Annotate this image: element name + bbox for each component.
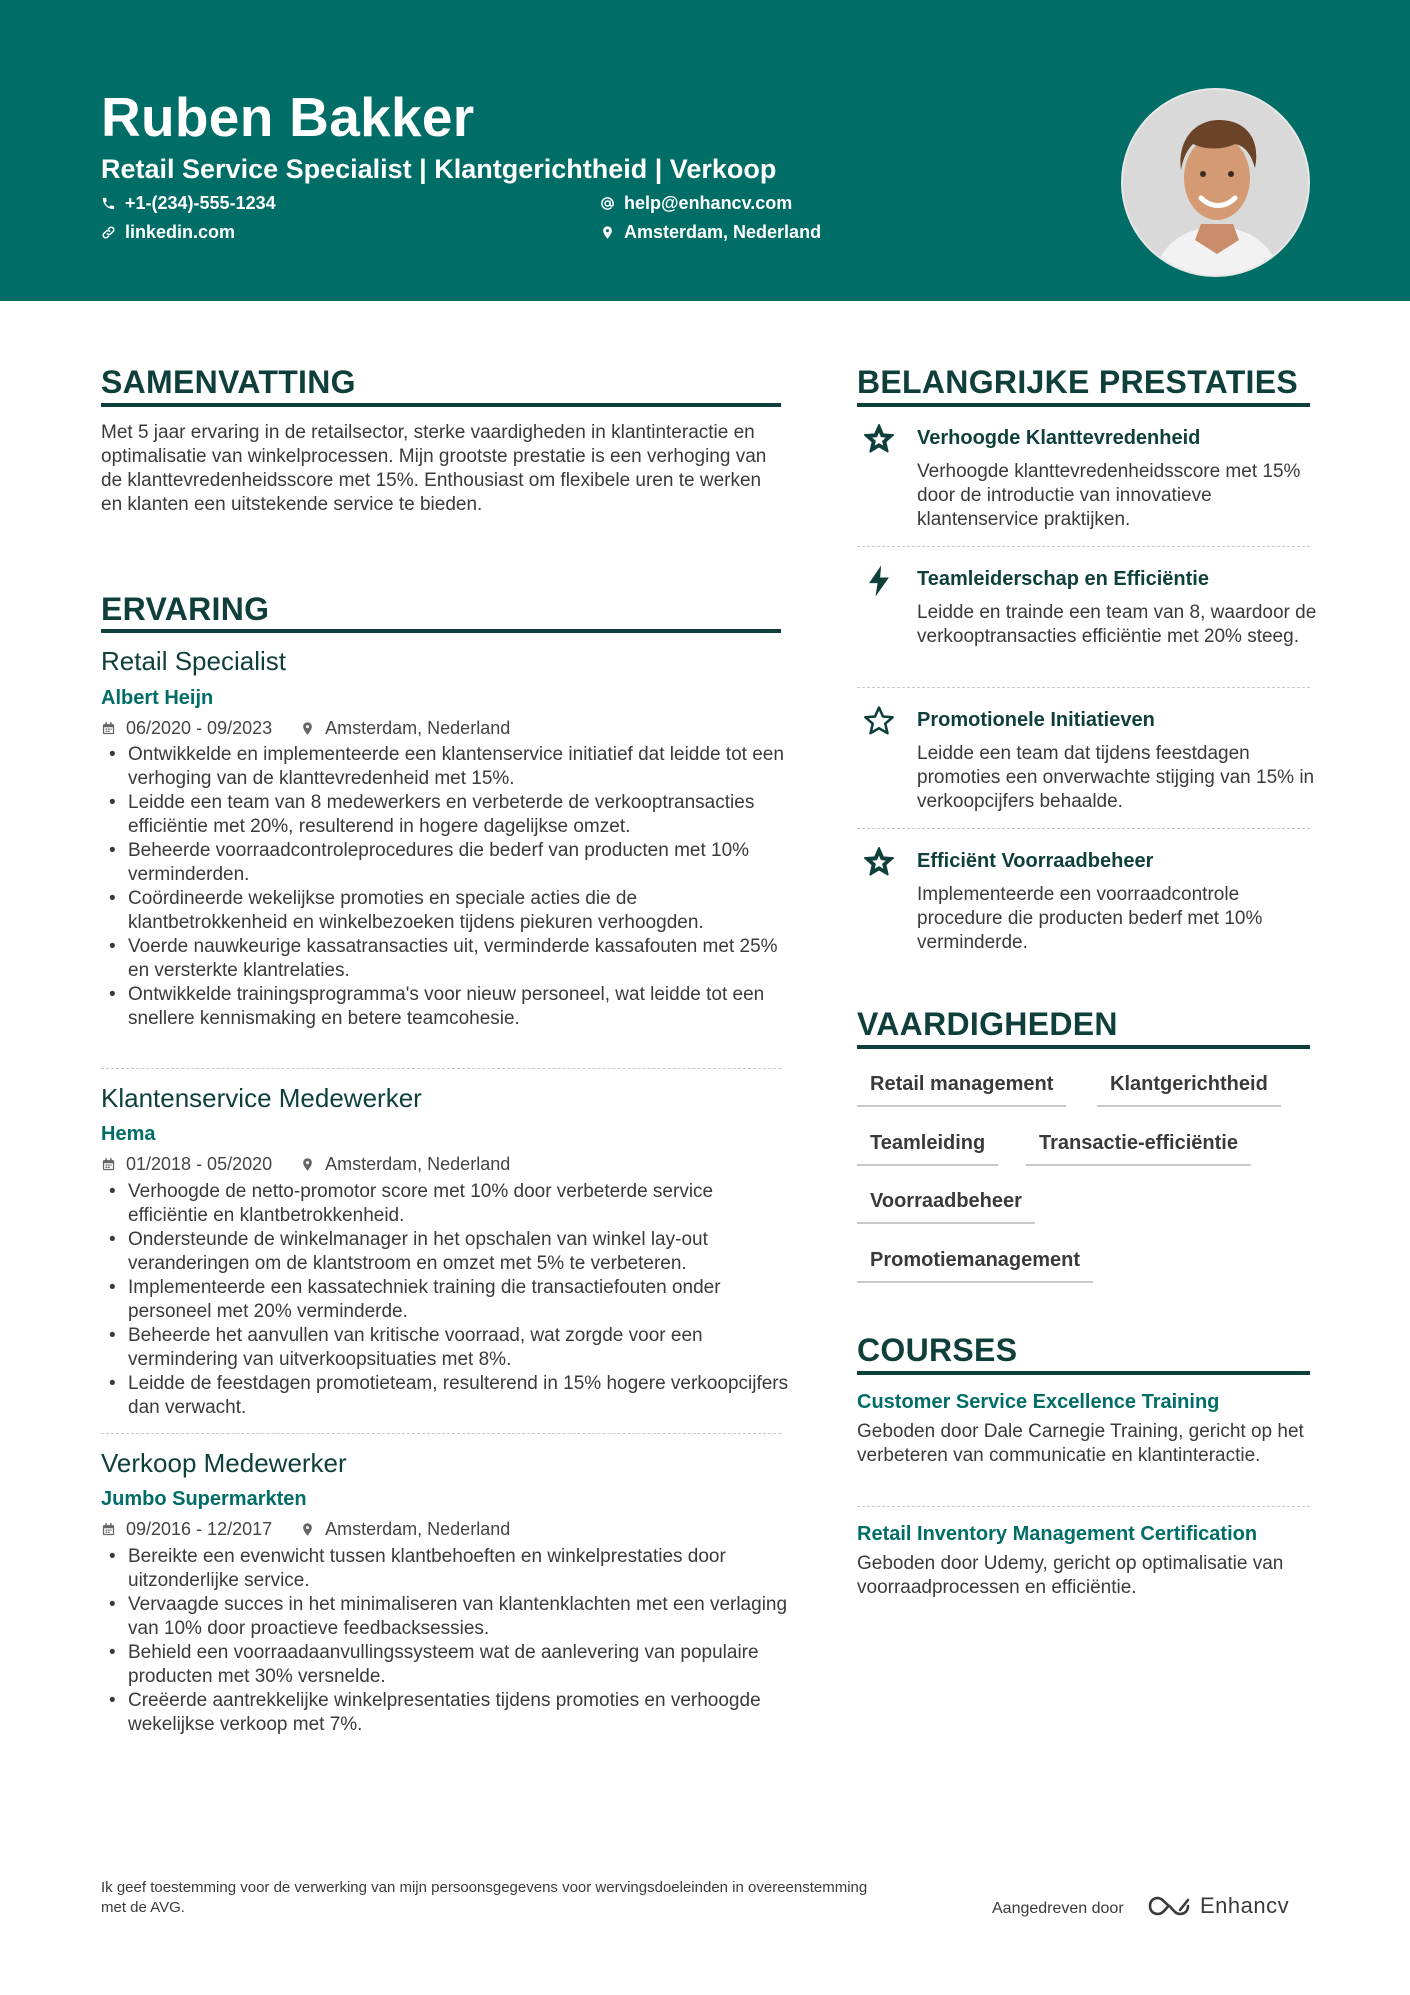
location-text: Amsterdam, Nederland bbox=[624, 222, 822, 242]
achievement-title: Promotionele Initiatieven bbox=[917, 709, 1155, 731]
contact-location bbox=[600, 220, 821, 244]
skill-tag: Transactie-efficiëntie bbox=[1026, 1130, 1251, 1166]
section-divider bbox=[857, 1045, 1310, 1049]
job-location: Amsterdam, Nederland bbox=[325, 1154, 511, 1174]
skills-section-title: VAARDIGHEDEN bbox=[857, 1006, 1118, 1042]
phone-text: +1-(234)-555-1234 bbox=[125, 193, 276, 213]
job-title: Retail Specialist bbox=[101, 646, 286, 676]
course-title: Customer Service Excellence Training bbox=[857, 1391, 1220, 1413]
section-divider bbox=[857, 403, 1310, 407]
list-item: • Verhoogde de netto-promotor score met 10% door verbeterde service efficiëntie en klantbetrokkenheid. bbox=[101, 1180, 791, 1228]
achievement-title: Efficiënt Voorraadbeheer bbox=[917, 850, 1154, 872]
course-title: Retail Inventory Management Certification bbox=[857, 1523, 1258, 1545]
list-item: • Beheerde het aanvullen van kritische voorraad, wat zorgde voor een vermindering van uitverkoopsituaties met 8%. bbox=[101, 1324, 791, 1372]
powered-by-label: Aangedreven door bbox=[992, 1900, 1124, 1917]
star-outline-icon bbox=[862, 704, 896, 738]
location-pin-icon bbox=[300, 1522, 315, 1537]
summary-text: Met 5 jaar ervaring in de retailsector, sterke vaardigheden in klantinteractie en optimalisatie van winkelprocessen. Mijn grootste prestatie is een verhoging van de klanttevredenheidsscore met 15%. Enthousiast om flexibele uren te werken en klanten een uitstekende service te bieden. bbox=[101, 422, 767, 515]
list-item: • Ontwikkelde trainingsprogramma's voor nieuw personeel, wat leidde tot een snellere kennismaking en betere teamcohesie. bbox=[101, 983, 791, 1031]
location-pin-icon bbox=[600, 225, 615, 240]
dashed-divider bbox=[857, 828, 1310, 829]
brand-name: Enhancv bbox=[1200, 1893, 1290, 1918]
candidate-headline: Retail Service Specialist | Klantgerichtheid | Verkoop bbox=[101, 154, 777, 184]
lightning-icon bbox=[862, 564, 896, 598]
course-description: Geboden door Udemy, gericht op optimalisatie van voorraadprocessen en efficiëntie. bbox=[857, 1553, 1284, 1598]
avatar bbox=[1121, 88, 1310, 277]
achievement-description: Verhoogde klanttevredenheidsscore met 15% door de introductie van innovatieve klantenservice praktijken. bbox=[917, 461, 1301, 530]
dashed-divider bbox=[857, 546, 1310, 547]
job-company: Hema bbox=[101, 1123, 156, 1145]
job-bullets bbox=[101, 1180, 791, 1420]
list-item: • Bereikte een evenwicht tussen klantbehoeften en winkelprestaties door uitzonderlijke service. bbox=[101, 1545, 791, 1593]
job-company: Jumbo Supermarkten bbox=[101, 1488, 307, 1510]
at-icon bbox=[600, 196, 615, 211]
section-divider bbox=[857, 1371, 1310, 1375]
resume-header bbox=[0, 0, 1410, 301]
dashed-divider bbox=[101, 1068, 781, 1069]
calendar-icon bbox=[101, 1522, 116, 1537]
course-description: Geboden door Dale Carnegie Training, gericht op het verbeteren van communicatie en klantinteractie. bbox=[857, 1421, 1304, 1466]
achievement-title: Verhoogde Klanttevredenheid bbox=[917, 427, 1201, 449]
link-icon bbox=[101, 225, 116, 240]
list-item: • Implementeerde een kassatechniek training die transactiefouten onder personeel met 20% verminderde. bbox=[101, 1276, 791, 1324]
achievement-description: Leidde een team dat tijdens feestdagen promoties een onverwachte stijging van 15% in verkoopcijfers behaalde. bbox=[917, 743, 1315, 812]
job-bullets bbox=[101, 743, 791, 1031]
job-meta bbox=[101, 1152, 510, 1176]
list-item: • Ontwikkelde en implementeerde een klantenservice initiatief dat leidde tot een verhoging van de klanttevredenheid met 15%. bbox=[101, 743, 791, 791]
consent-note: Ik geef toestemming voor de verwerking van mijn persoonsgegevens voor wervingsdoeleinden in overeenstemming met de AVG. bbox=[101, 1879, 868, 1916]
list-item: • Behield een voorraadaanvullingssysteem wat de aanlevering van populaire producten met 30% versnelde. bbox=[101, 1641, 791, 1689]
job-location: Amsterdam, Nederland bbox=[325, 1519, 511, 1539]
list-item: • Vervaagde succes in het minimaliseren van klantenklachten met een verlaging van 10% door proactieve feedbacksessies. bbox=[101, 1593, 791, 1641]
section-divider bbox=[101, 403, 781, 407]
skill-tag: Teamleiding bbox=[857, 1130, 998, 1166]
candidate-name: Ruben Bakker bbox=[101, 86, 475, 148]
dashed-divider bbox=[857, 687, 1310, 688]
phone-icon bbox=[101, 196, 116, 211]
job-meta bbox=[101, 1517, 510, 1541]
job-location: Amsterdam, Nederland bbox=[325, 718, 511, 738]
list-item: • Leidde de feestdagen promotieteam, resulterend in 15% hogere verkoopcijfers dan verwacht. bbox=[101, 1372, 791, 1420]
job-title: Verkoop Medewerker bbox=[101, 1448, 347, 1478]
skill-tag: Promotiemanagement bbox=[857, 1247, 1093, 1283]
skill-tag: Voorraadbeheer bbox=[857, 1188, 1035, 1224]
location-pin-icon bbox=[300, 721, 315, 736]
skill-tag: Klantgerichtheid bbox=[1097, 1071, 1281, 1107]
email-text: help@enhancv.com bbox=[624, 193, 793, 213]
brand-logo[interactable] bbox=[1146, 1893, 1289, 1919]
linkedin-text: linkedin.com bbox=[125, 222, 236, 242]
star-filled-icon bbox=[862, 845, 896, 879]
experience-section-title: ERVARING bbox=[101, 591, 270, 627]
list-item: • Voerde nauwkeurige kassatransacties uit, verminderde kassafouten met 25% en versterkte klantrelaties. bbox=[101, 935, 791, 983]
courses-section-title: COURSES bbox=[857, 1332, 1018, 1368]
achievements-section-title: BELANGRIJKE PRESTATIES bbox=[857, 364, 1299, 400]
contact-phone[interactable] bbox=[101, 191, 276, 215]
enhancv-logo-icon bbox=[1146, 1894, 1192, 1918]
contact-email[interactable] bbox=[600, 191, 792, 215]
achievement-description: Leidde en trainde een team van 8, waardoor de verkooptransacties efficiëntie met 20% steeg. bbox=[917, 602, 1317, 647]
list-item: • Leidde een team van 8 medewerkers en verbeterde de verkooptransacties efficiëntie met 20%, resulterend in hogere dagelijkse omzet. bbox=[101, 791, 791, 839]
star-filled-icon bbox=[862, 422, 896, 456]
job-meta bbox=[101, 716, 510, 740]
calendar-icon bbox=[101, 1157, 116, 1172]
job-dates: 09/2016 - 12/2017 bbox=[126, 1519, 273, 1539]
contact-linkedin[interactable] bbox=[101, 220, 235, 244]
list-item: • Coördineerde wekelijkse promoties en speciale acties die de klantbetrokkenheid en winkelbezoeken tijdens piekuren verhoogden. bbox=[101, 887, 791, 935]
job-company: Albert Heijn bbox=[101, 687, 214, 709]
section-divider bbox=[101, 629, 781, 633]
achievement-title: Teamleiderschap en Efficiëntie bbox=[917, 568, 1209, 590]
job-dates: 06/2020 - 09/2023 bbox=[126, 718, 273, 738]
list-item: • Beheerde voorraadcontroleprocedures die bederf van producten met 10% verminderden. bbox=[101, 839, 791, 887]
list-item: • Creëerde aantrekkelijke winkelpresentaties tijdens promoties en verhoogde wekelijkse verkoop met 7%. bbox=[101, 1689, 791, 1737]
summary-section-title: SAMENVATTING bbox=[101, 364, 356, 400]
skill-tag: Retail management bbox=[857, 1071, 1066, 1107]
achievement-description: Implementeerde een voorraadcontrole procedure die producten bederf met 10% verminderde. bbox=[917, 884, 1263, 953]
calendar-icon bbox=[101, 721, 116, 736]
job-dates: 01/2018 - 05/2020 bbox=[126, 1154, 273, 1174]
dashed-divider bbox=[857, 1506, 1310, 1507]
job-bullets bbox=[101, 1545, 791, 1737]
location-pin-icon bbox=[300, 1157, 315, 1172]
job-title: Klantenservice Medewerker bbox=[101, 1083, 422, 1113]
dashed-divider bbox=[101, 1433, 781, 1434]
list-item: • Ondersteunde de winkelmanager in het opschalen van winkel lay-out veranderingen om de klantstroom en omzet met 5% te verbeteren. bbox=[101, 1228, 791, 1276]
